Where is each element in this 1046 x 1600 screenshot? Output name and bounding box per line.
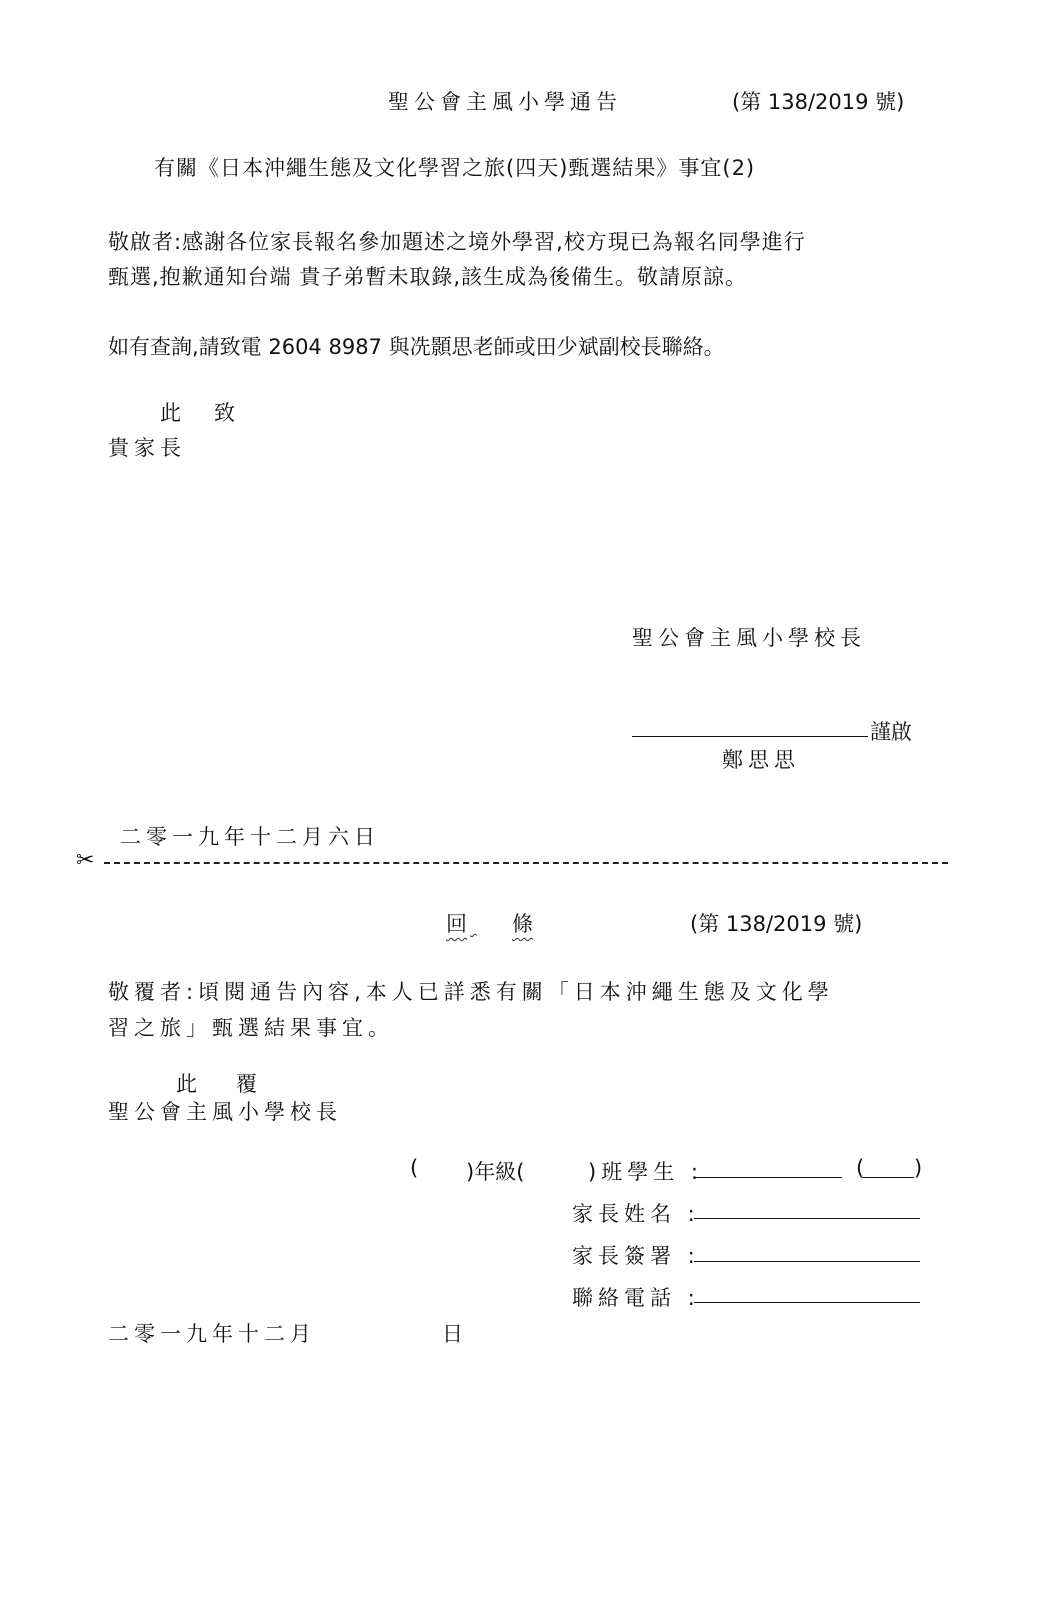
- dashed-divider: [104, 862, 948, 864]
- signatory-title: 聖公會主風小學校長: [632, 626, 866, 650]
- reply-body-line-1: 敬覆者:頃閱通告內容,本人已詳悉有關「日本沖繩生態及文化學: [108, 980, 834, 1004]
- notice-number: (第 138/2019 號): [732, 90, 905, 114]
- reply-title-gap: [470, 908, 510, 932]
- parent-signature-field[interactable]: [694, 1261, 920, 1262]
- grade-input[interactable]: [418, 1156, 464, 1180]
- class-input[interactable]: [542, 1156, 588, 1180]
- reply-day-input[interactable]: [336, 1318, 436, 1342]
- phone-field[interactable]: [694, 1302, 920, 1303]
- salutation-zhi: 致: [214, 401, 235, 425]
- notice-enquiry: 如有查詢,請致電 2604 8987 與冼顥思老師或田少斌副校長聯絡。: [108, 335, 725, 359]
- class-no-paren-close: ): [914, 1156, 923, 1180]
- reply-recipient: 聖公會主風小學校長: [108, 1100, 342, 1124]
- signatory-name: 鄭思思: [722, 748, 800, 772]
- signature-line: [632, 736, 868, 737]
- scissors-icon: ✂: [76, 848, 95, 873]
- student-name-field[interactable]: [694, 1177, 842, 1178]
- grade-label: )年級(: [466, 1160, 525, 1184]
- notice-subject: 有關《日本沖繩生態及文化學習之旅(四天)甄選結果》事宜(2): [154, 156, 756, 180]
- parent-name-label: 家長姓名 :: [572, 1202, 700, 1226]
- closing-text: 謹啟: [870, 720, 912, 744]
- class-student-label: )班學生 :: [588, 1160, 703, 1184]
- parent-signature-label: 家長簽署 :: [572, 1244, 700, 1268]
- parent-name-field[interactable]: [694, 1218, 920, 1219]
- notice-body-line-1: 敬啟者:感謝各位家長報名參加題述之境外學習,校方現已為報名同學進行: [108, 230, 806, 254]
- notice-header-title: 聖公會主風小學通告: [388, 90, 622, 114]
- grade-paren-open: (: [410, 1156, 419, 1180]
- phone-label: 聯絡電話 :: [572, 1286, 700, 1310]
- reply-salutation-ci: 此: [176, 1072, 197, 1096]
- reply-salutation-fu: 覆: [236, 1072, 257, 1096]
- reply-title-hui: 回: [446, 912, 467, 936]
- notice-date: 二零一九年十二月六日: [120, 825, 380, 849]
- reply-date-suffix: 日: [442, 1322, 463, 1346]
- notice-recipient: 貴家長: [108, 436, 186, 460]
- notice-body-line-2: 甄選,抱歉通知台端 貴子弟暫未取錄,該生成為後備生。敬請原諒。: [108, 265, 748, 289]
- cut-line: [76, 848, 948, 873]
- reply-date-prefix: 二零一九年十二月: [108, 1322, 316, 1346]
- salutation-ci: 此: [160, 401, 181, 425]
- reply-notice-number: (第 138/2019 號): [690, 912, 863, 936]
- reply-title-tiao: 條: [512, 912, 533, 936]
- class-no-paren-open: (: [856, 1156, 865, 1180]
- class-number-field[interactable]: [862, 1177, 914, 1178]
- reply-body-line-2: 習之旅」甄選結果事宜。: [108, 1016, 394, 1040]
